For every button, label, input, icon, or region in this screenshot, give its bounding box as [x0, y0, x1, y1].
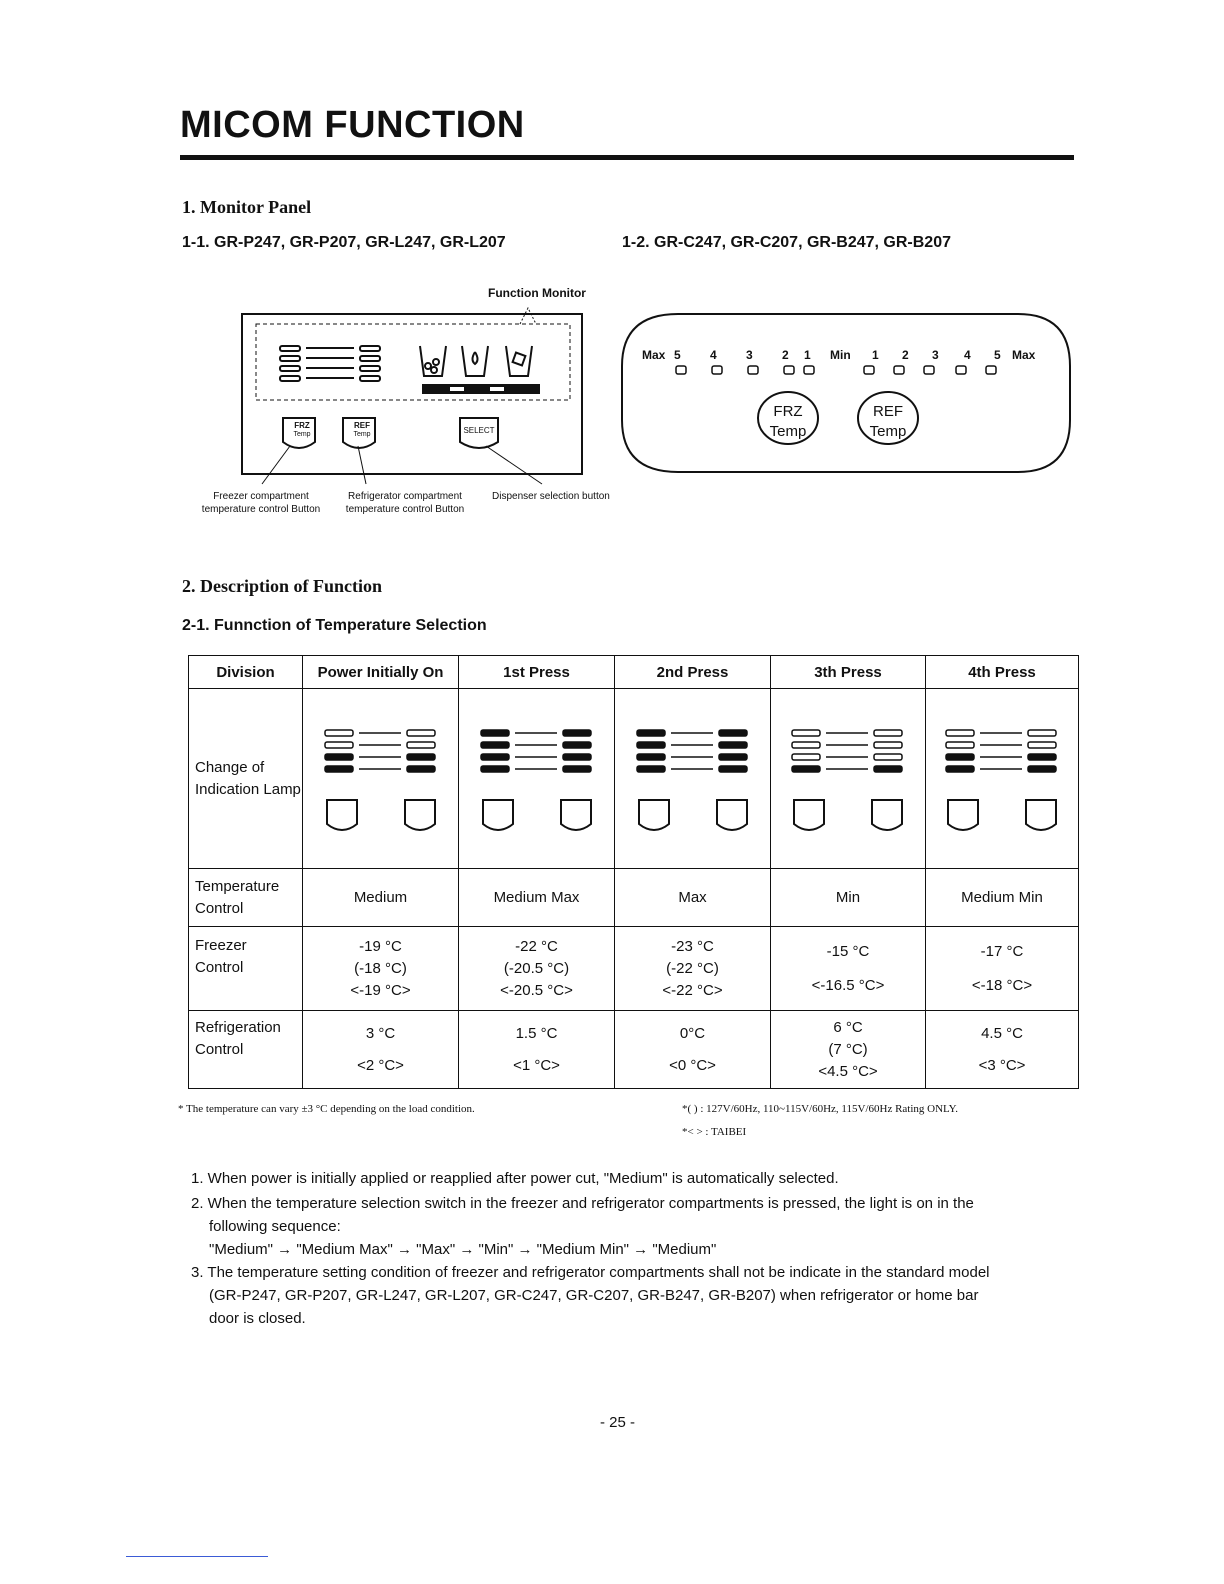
scale-right-1: 1	[872, 348, 879, 362]
lamp-segment	[719, 730, 747, 736]
scale-left-5: 5	[674, 348, 681, 362]
section-2-heading: 2. Description of Function	[182, 576, 382, 596]
section-1-1-heading: 1-1. GR-P247, GR-P207, GR-L247, GR-L207	[182, 234, 506, 251]
temperature-row-label: Temperature Control	[189, 869, 303, 927]
header-2nd-press: 2nd Press	[615, 656, 771, 689]
frz-button-label: FRZ	[294, 421, 310, 430]
ref-value: 1.5 °C <1 °C>	[459, 1011, 615, 1089]
indication-lamp-icon	[932, 700, 1072, 850]
lamp-segment	[946, 766, 974, 772]
callout-dispenser: Dispenser selection button	[492, 491, 610, 502]
freezer-value: -23 °C (-22 °C) <-22 °C>	[615, 927, 771, 1011]
freezer-value: -19 °C (-18 °C) <-19 °C>	[303, 927, 459, 1011]
select-button-label: SELECT	[463, 426, 495, 435]
indication-lamp-icon	[778, 700, 918, 850]
lamp-cell-medium-max	[459, 689, 615, 869]
scale-row	[642, 348, 1044, 362]
lamp-segment	[1028, 754, 1056, 760]
freezer-row-label: Freezer Control	[189, 927, 303, 1011]
notes-list	[191, 1167, 1071, 1330]
lamp-segment	[719, 754, 747, 760]
lamp-segment	[637, 766, 665, 772]
note-2: 2. When the temperature selection switch in the freezer and refrigerator compartments is pressed, the light is on in the	[191, 1195, 974, 1212]
freezer-value: -17 °C <-18 °C>	[926, 927, 1079, 1011]
lamp-segment	[407, 754, 435, 760]
lamp-segment	[637, 742, 665, 748]
table-row-lamp	[189, 689, 1079, 869]
lamp-segment	[325, 730, 353, 736]
frz-button-icon	[639, 800, 669, 830]
lamp-segment	[481, 730, 509, 736]
ref-button-icon	[1026, 800, 1056, 830]
scale-left-max: Max	[642, 348, 666, 362]
lamp-segment	[563, 766, 591, 772]
title-rule	[180, 155, 1074, 160]
temp-value: Medium	[303, 869, 459, 927]
frz-button-icon	[948, 800, 978, 830]
note-3-cont: (GR-P247, GR-P207, GR-L247, GR-L207, GR-C247, GR-C207, GR-B247, GR-B207) when refrigerator or home bar	[209, 1287, 979, 1304]
frz-button-temp-label: Temp	[293, 431, 311, 438]
lamp-segment	[874, 766, 902, 772]
section-2-1-heading: 2-1. Funnction of Temperature Selection	[182, 617, 487, 634]
lamp-segment	[407, 766, 435, 772]
table-row-freezer	[189, 927, 1079, 1011]
table-row-refrigeration	[189, 1011, 1079, 1089]
section-1-2-heading: 1-2. GR-C247, GR-C207, GR-B247, GR-B207	[622, 234, 951, 251]
ref-button-icon	[405, 800, 435, 830]
lamp-segment	[1028, 730, 1056, 736]
callout-freezer: Freezer compartment temperature control Button	[201, 491, 321, 515]
ref-button-icon	[872, 800, 902, 830]
monitor-panel-diagram	[190, 300, 630, 520]
ref-temp-button[interactable]: REF Temp	[869, 403, 907, 440]
ref-value: 3 °C <2 °C>	[303, 1011, 459, 1089]
lamp-segment	[481, 754, 509, 760]
ref-button-label: REF	[354, 421, 370, 430]
frz-button-icon	[327, 800, 357, 830]
freezer-value: -22 °C (-20.5 °C) <-20.5 °C>	[459, 927, 615, 1011]
frz-temp-button[interactable]: FRZ Temp	[769, 403, 807, 440]
lamp-cell-medium-min	[926, 689, 1079, 869]
scale-right-max: Max	[1012, 348, 1036, 362]
function-monitor-label: Function Monitor	[488, 286, 586, 300]
note-3: 3. The temperature setting condition of freezer and refrigerator compartments shall not be indicate in the standard model	[191, 1264, 990, 1281]
lamp-segment	[481, 766, 509, 772]
ref-button-icon	[561, 800, 591, 830]
scale-right-5: 5	[994, 348, 1001, 362]
lamp-segment	[481, 742, 509, 748]
lamp-segment	[325, 742, 353, 748]
lamp-segment	[719, 766, 747, 772]
scale-right-4: 4	[964, 348, 971, 362]
scale-left-1: 1	[804, 348, 811, 362]
lamp-segment	[792, 754, 820, 760]
footnote-load: * The temperature can vary ±3 °C depending on the load condition.	[178, 1103, 475, 1115]
indication-lamp-icon	[311, 700, 451, 850]
refrigeration-row-label: Refrigeration Control	[189, 1011, 303, 1089]
lamp-segment	[792, 742, 820, 748]
lamp-cell-min	[771, 689, 926, 869]
lamp-segment	[1028, 742, 1056, 748]
lamp-segment	[792, 766, 820, 772]
lamp-segment	[637, 730, 665, 736]
header-4th-press: 4th Press	[926, 656, 1079, 689]
lamp-segment	[719, 742, 747, 748]
table-row-temperature	[189, 869, 1079, 927]
lamp-segment	[407, 730, 435, 736]
note-1: 1. When power is initially applied or reapplied after power cut, "Medium" is automatically selected.	[191, 1170, 839, 1187]
ref-value: 4.5 °C <3 °C>	[926, 1011, 1079, 1089]
lamp-segment	[325, 766, 353, 772]
note-2-sequence: "Medium" → "Medium Max" → "Max" → "Min" → "Medium Min" → "Medium"	[209, 1241, 717, 1258]
page-number: - 25 -	[600, 1414, 636, 1431]
ref-value: 0°C <0 °C>	[615, 1011, 771, 1089]
lamp-segment	[563, 730, 591, 736]
ref-value: 6 °C (7 °C) <4.5 °C>	[771, 1011, 926, 1089]
scale-left-2: 2	[782, 348, 789, 362]
lamp-segment	[874, 754, 902, 760]
frz-button-icon	[794, 800, 824, 830]
lamp-row-label: Change of Indication Lamp	[189, 689, 303, 869]
footnote-rating: *( ) : 127V/60Hz, 110~115V/60Hz, 115V/60Hz Rating ONLY.	[682, 1103, 958, 1115]
freezer-value: -15 °C <-16.5 °C>	[771, 927, 926, 1011]
lamp-segment	[874, 742, 902, 748]
indication-lamp-icon	[467, 700, 607, 850]
temperature-selection-table	[188, 655, 1079, 1089]
lamp-segment	[946, 730, 974, 736]
frz-button-icon	[483, 800, 513, 830]
lamp-segment	[1028, 766, 1056, 772]
monitor-panel-b-diagram	[618, 310, 1074, 478]
ref-button-icon	[717, 800, 747, 830]
temp-value: Min	[771, 869, 926, 927]
footnote-taibei: *< > : TAIBEI	[682, 1126, 747, 1138]
temp-value: Max	[615, 869, 771, 927]
lamp-segment	[874, 730, 902, 736]
header-division: Division	[189, 656, 303, 689]
scale-right-2: 2	[902, 348, 909, 362]
indication-lamp-icon	[623, 700, 763, 850]
lamp-cell-max	[615, 689, 771, 869]
scale-min: Min	[830, 348, 851, 362]
lamp-segment	[563, 754, 591, 760]
table-header-row	[189, 656, 1079, 689]
lamp-segment	[946, 742, 974, 748]
lamp-segment	[792, 730, 820, 736]
header-power-on: Power Initially On	[303, 656, 459, 689]
lamp-cell-medium	[303, 689, 459, 869]
lamp-segment	[563, 742, 591, 748]
lamp-segment	[637, 754, 665, 760]
section-1-heading: 1. Monitor Panel	[182, 197, 312, 217]
lamp-segment	[946, 754, 974, 760]
note-3-end: door is closed.	[209, 1310, 306, 1327]
scale-left-4: 4	[710, 348, 717, 362]
ref-button-temp-label: Temp	[353, 431, 371, 438]
scale-right-3: 3	[932, 348, 939, 362]
header-3th-press: 3th Press	[771, 656, 926, 689]
scale-left-3: 3	[746, 348, 753, 362]
note-2-cont: following sequence:	[209, 1218, 341, 1235]
bottom-link-underline	[126, 1556, 268, 1557]
temp-value: Medium Min	[926, 869, 1079, 927]
temp-value: Medium Max	[459, 869, 615, 927]
callout-refrigerator: Refrigerator compartment temperature control Button	[345, 491, 465, 515]
lamp-segment	[407, 742, 435, 748]
page-title: MICOM FUNCTION	[180, 104, 525, 146]
header-1st-press: 1st Press	[459, 656, 615, 689]
lamp-segment	[325, 754, 353, 760]
